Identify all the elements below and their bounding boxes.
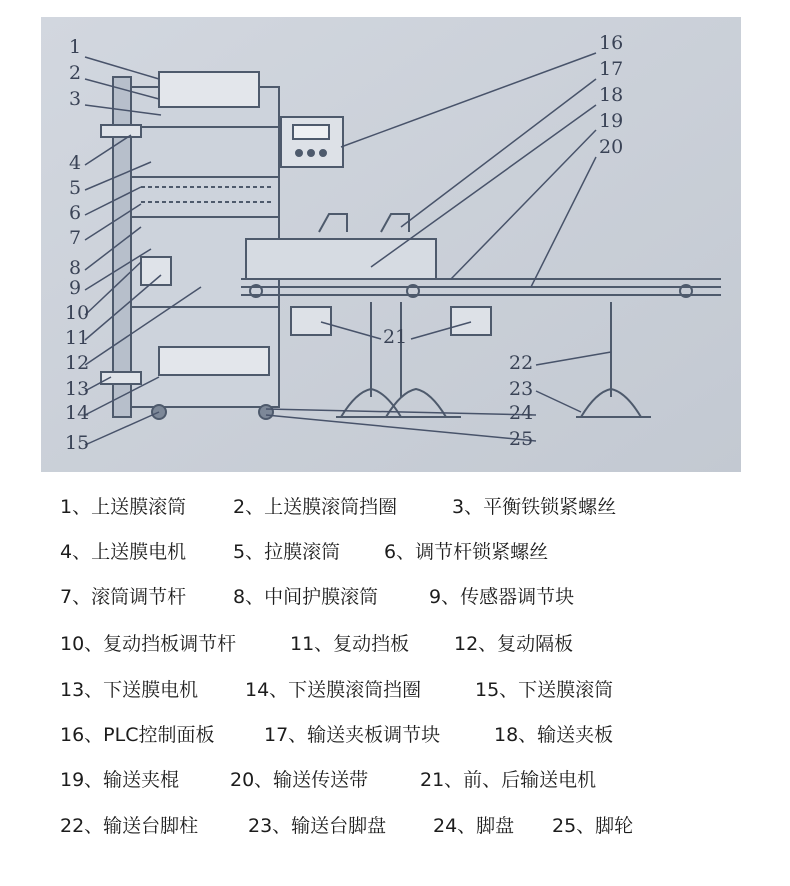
callout-number: 10 xyxy=(65,302,90,324)
legend-row xyxy=(0,811,790,841)
legend-item: 17、输送夹板调节块 xyxy=(264,724,441,746)
callout-number: 16 xyxy=(599,32,624,54)
callout-number: 23 xyxy=(509,378,534,400)
legend-item: 6、调节杆锁紧螺丝 xyxy=(384,541,549,563)
callout-number: 12 xyxy=(65,352,90,374)
legend-item: 19、输送夹棍 xyxy=(60,769,180,791)
callout-number: 14 xyxy=(65,402,90,424)
legend-row xyxy=(0,675,790,705)
legend-item: 16、PLC控制面板 xyxy=(60,724,215,746)
callout-number: 25 xyxy=(509,428,534,450)
legend-item: 18、输送夹板 xyxy=(494,724,614,746)
callout-number: 5 xyxy=(69,177,82,199)
legend-item: 22、输送台脚柱 xyxy=(60,815,199,837)
callout-number: 17 xyxy=(599,58,624,80)
legend-row xyxy=(0,582,790,612)
callout-number: 1 xyxy=(69,36,82,58)
legend-item: 9、传感器调节块 xyxy=(429,586,575,608)
machine-diagram-photo xyxy=(41,17,741,472)
legend-item: 10、复动挡板调节杆 xyxy=(60,633,237,655)
legend-item: 12、复动隔板 xyxy=(454,633,574,655)
callout-number: 3 xyxy=(69,88,82,110)
callout-number: 8 xyxy=(69,257,82,279)
plc-panel xyxy=(281,117,343,167)
legend-row xyxy=(0,720,790,750)
callout-number: 13 xyxy=(65,378,90,400)
legend-item: 3、平衡铁锁紧螺丝 xyxy=(452,496,617,518)
callout-number: 19 xyxy=(599,110,624,132)
callout-number: 9 xyxy=(69,277,82,299)
callout-number: 6 xyxy=(69,202,82,224)
callout-number: 18 xyxy=(599,84,624,106)
legend-item: 11、复动挡板 xyxy=(290,633,410,655)
legend-item: 25、脚轮 xyxy=(552,815,634,837)
legend-row xyxy=(0,492,790,522)
callout-number: 20 xyxy=(599,136,624,158)
legend-row xyxy=(0,537,790,567)
legend-item: 2、上送膜滚筒挡圈 xyxy=(233,496,398,518)
machine-diagram xyxy=(41,17,741,472)
legend-item: 21、前、后输送电机 xyxy=(420,769,597,791)
legend-item: 13、下送膜电机 xyxy=(60,679,199,701)
legend-item: 20、输送传送带 xyxy=(230,769,369,791)
callout-number: 7 xyxy=(69,227,82,249)
legend-item: 4、上送膜电机 xyxy=(60,541,187,563)
legend-row xyxy=(0,629,790,659)
callout-number: 22 xyxy=(509,352,534,374)
legend-item: 8、中间护膜滚筒 xyxy=(233,586,379,608)
legend-item: 15、下送膜滚筒 xyxy=(475,679,614,701)
legend-item: 14、下送膜滚筒挡圈 xyxy=(245,679,422,701)
legend-item: 7、滚筒调节杆 xyxy=(60,586,187,608)
callout-number: 11 xyxy=(65,327,90,349)
legend-item: 24、脚盘 xyxy=(433,815,515,837)
callout-number: 24 xyxy=(509,402,534,424)
callout-number: 2 xyxy=(69,62,82,84)
callout-number: 4 xyxy=(69,152,82,174)
legend-row xyxy=(0,765,790,795)
legend-item: 5、拉膜滚筒 xyxy=(233,541,341,563)
callout-number: 21 xyxy=(383,326,408,348)
legend-item: 23、输送台脚盘 xyxy=(248,815,387,837)
callout-number: 15 xyxy=(65,432,90,454)
legend-item: 1、上送膜滚筒 xyxy=(60,496,187,518)
